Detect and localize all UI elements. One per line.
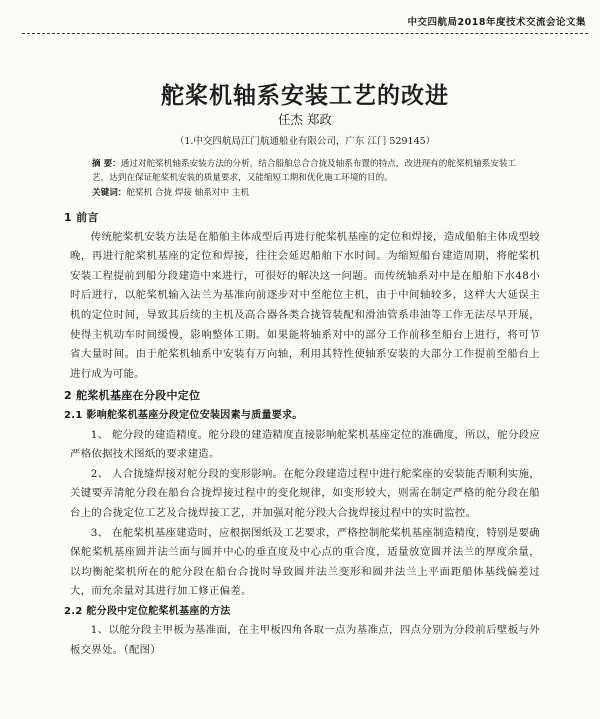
affiliation: （1.中交四航局江门航通船业有限公司，广东 江门 529145） [174, 136, 436, 147]
abstract-label: 摘 要： [92, 159, 121, 169]
abstract-text: 通过对舵桨机轴系安装方法的分析，结合船舶总合合拢及轴系布置的特点，改进现有的舵桨机轴系安装工艺，达到在保证舵桨机安装的质量要求，又能缩短工期和优化施工环境的目的。 [92, 159, 517, 183]
abstract [92, 157, 520, 185]
paragraph: 1、以舵分段主甲板为基准面，在主甲板四角各取一点为基准点，四点分别为分段前后壁板与外板交界处。（配图） [70, 624, 540, 657]
body-text [64, 206, 540, 661]
authors: 任杰 郑政 [278, 112, 332, 127]
header-rule [22, 33, 588, 34]
paragraph: 传统舵桨机安装方法是在船舶主体成型后再进行舵桨机基座的定位和焊接，造成船舶主体成型较晚，再进行舵桨机基座的定位和焊接，往往会延迟船舶下水时间。为缩短船台建造周期，将舵桨机安装工程提前到船分段建造中来进行，可很好的解决这一问题。而传统轴系对中是在船舶下水48小时后进行，以舵桨机输入法兰为基准向前逐步对中至舵位主机，由于中间轴较多，这样大大延误主机的定位时间，导致其后续的主机及高合器各类合拢管装配和滑油管系串油等工作无法尽早开展，使得主机动车时间缓慢，影响整体工期。如果能将轴系对中的部分工作前移至船台上进行，将可节省大量时间。由于舵桨机轴系中安装有万向轴，利用其特性使轴系安装的大部分工作提前至船台上进行成为可能。 [70, 230, 540, 380]
keywords [92, 186, 520, 198]
subsection-heading: 2.1 影响舵桨机基座分段定位安装因素与质量要求。 [64, 409, 303, 421]
paragraph: 2、 人合拢缝焊接对舵分段的变形影响。在舵分段建造过程中进行舵桨座的安装能否顺利实施，关键要弄清舵分段在船台合拢焊接过程中的变化规律，如变形较大，则需在制定严格的舵分段在船台上的合拢定位工艺及合拢焊接工艺，并加强对舵分段大合拢焊接过程中的实时监控。 [70, 467, 540, 519]
paper-title: 舵桨机轴系安装工艺的改进 [161, 82, 449, 109]
section-heading: 2 舵桨机基座在分段中定位 [64, 389, 201, 403]
section-heading: 1 前言 [64, 211, 99, 224]
subsection-heading: 2.2 舵分段中定位舵桨机基座的方法 [64, 605, 231, 617]
paragraph: 1、 舵分段的建造精度。舵分段的建造精度直接影响舵桨机基座定位的准确度，所以，舵分段应严格依据技术图纸的要求建造。 [70, 428, 540, 461]
paragraph: 3、 在舵桨机基座建造时，应根据图纸及工艺要求，严格控制舵桨机基座制造精度，特别是要确保舵桨机基座圆并法兰面与圆并中心的垂直度及中心点的重合度，适量放宽圆并法兰的厚度余量，以均衡舵桨机所在的舵分段在船台合拢时导致圆并法兰变形和圆并法兰上平面距船体基线偏差过大，而允余量对其进行加工修正偏差。 [70, 526, 540, 598]
keywords-text: 舵桨机 合拢 焊接 轴系对中 主机 [126, 188, 250, 198]
running-header: 中交四航局2018年度技术交流会论文集 [407, 17, 586, 28]
keywords-label: 关键词： [92, 188, 127, 198]
